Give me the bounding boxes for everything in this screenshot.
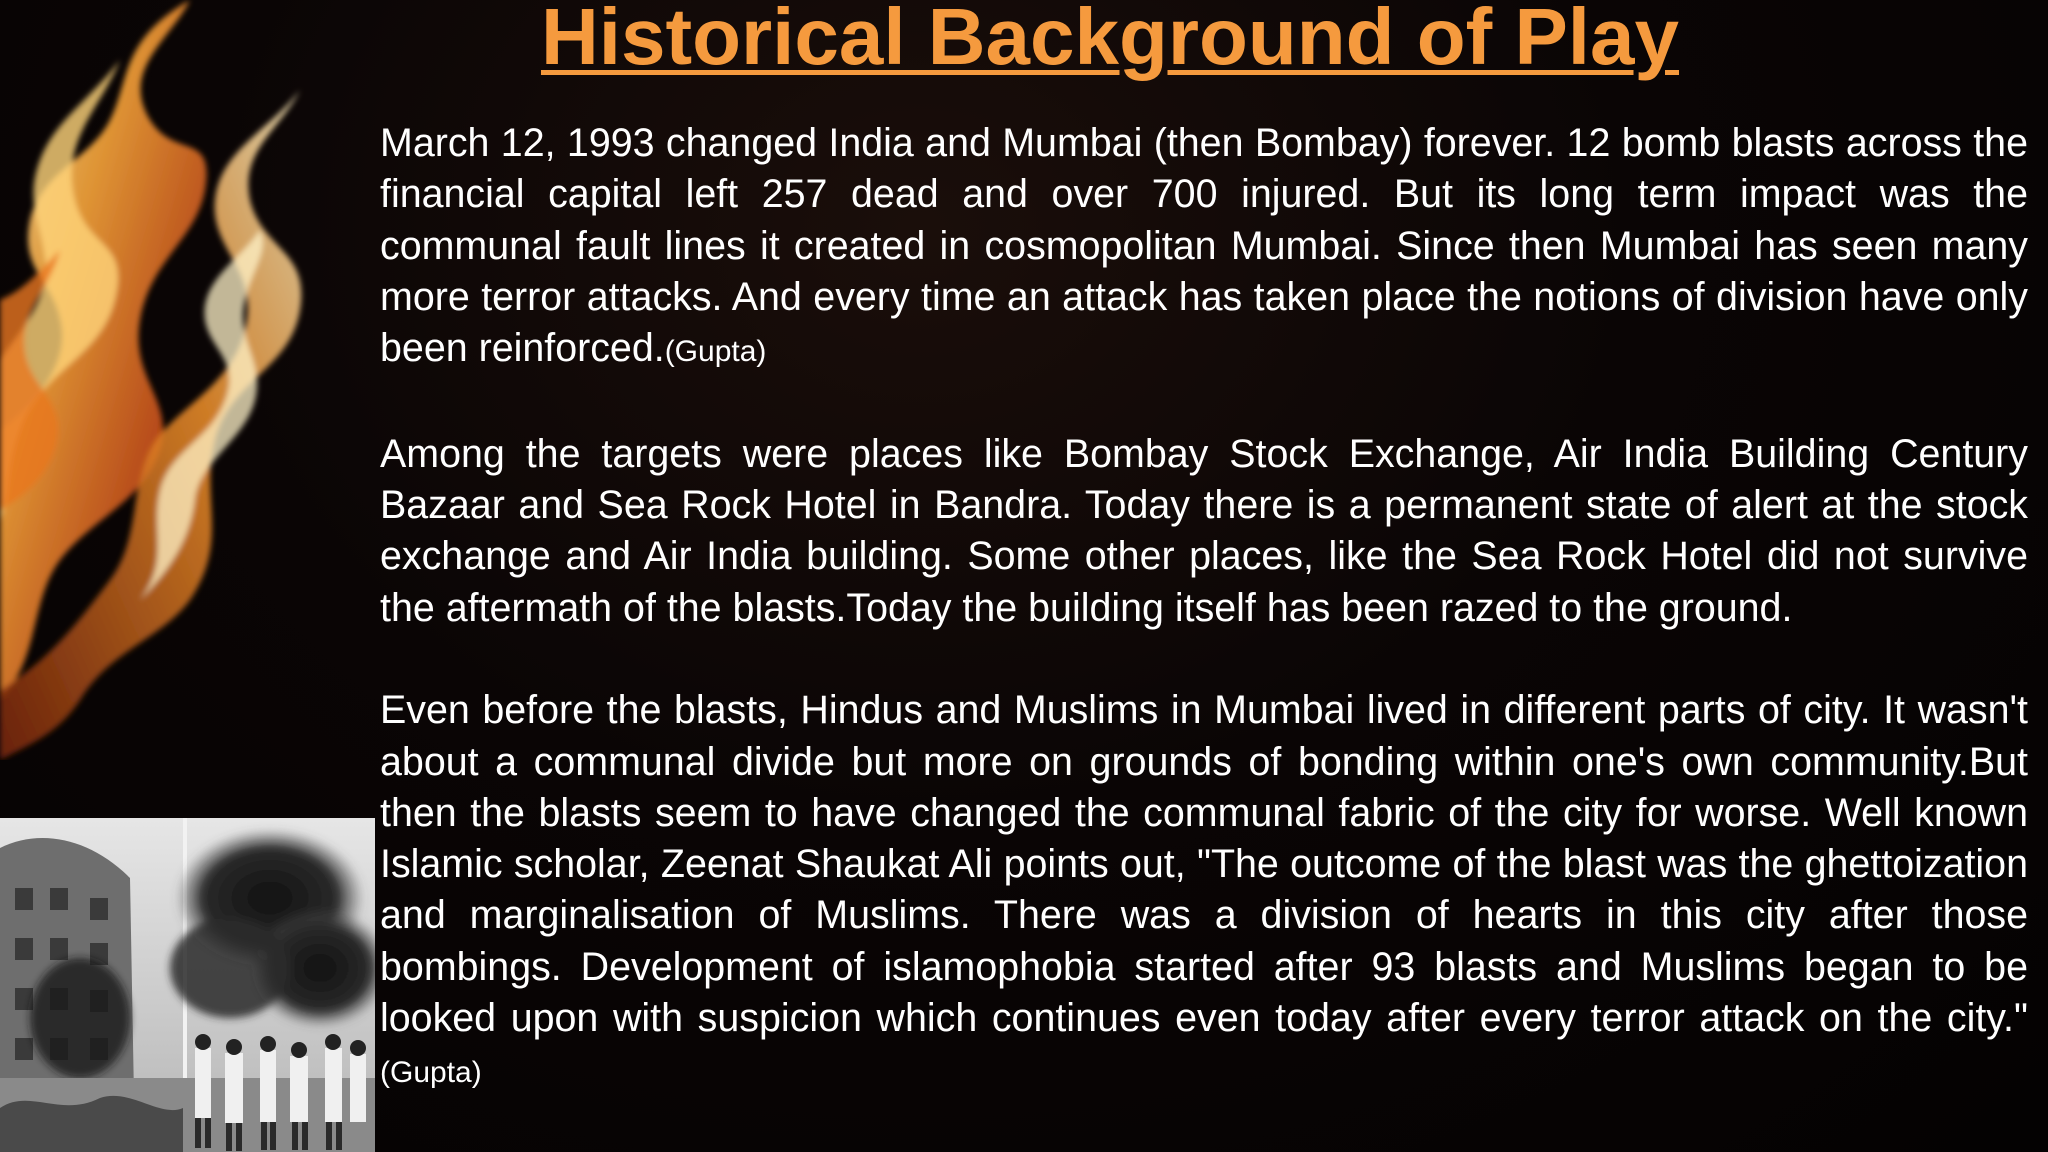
paragraph-3-text: Even before the blasts, Hindus and Muslims in Mumbai lived in different parts of city. It wasn't about a communal divide but more on grounds of bonding within one's own community.But then the blasts seem to have changed the communal fabric of the city for worse. Well known Islamic scholar, Zeenat Shaukat Ali points out, "The outcome of the blast was the ghettoization and marginalisation of Muslims. There was a division of hearts in this city after those bombings. Development of islamophobia started after 93 blasts and Muslims began to be looked upon with suspicion which continues even today after every terror attack on the city." bbox=[380, 688, 2028, 1041]
paragraph-3 bbox=[380, 685, 2028, 1098]
slide-body bbox=[380, 118, 2028, 1099]
paragraph-2 bbox=[380, 429, 2028, 634]
paragraph-3-citation: (Gupta) bbox=[380, 1056, 482, 1090]
bombing-aftermath-photo bbox=[0, 818, 375, 1152]
slide-title: Historical Background of Play bbox=[540, 0, 1680, 81]
fire-flames-image bbox=[0, 0, 380, 760]
paragraph-2-text: Among the targets were places like Bombay Stock Exchange, Air India Building Century Bazaar and Sea Rock Hotel in Bandra. Today there is a permanent state of alert at the stock exchange and Air India building. Some other places, like the Sea Rock Hotel did not survive the aftermath of the blasts.Today the building itself has been razed to the ground. bbox=[380, 431, 2028, 630]
paragraph-1-citation: (Gupta) bbox=[664, 335, 767, 369]
paragraph-1-text: March 12, 1993 changed India and Mumbai (then Bombay) forever. 12 bomb blasts across the financial capital left 257 dead and over 700 injured. But its long term impact was the communal fault lines it created in cosmopolitan Mumbai. Since then Mumbai has seen many more terror attacks. And every time an attack has taken place the notions of division have only been reinforced. bbox=[380, 121, 2028, 371]
paragraph-1 bbox=[380, 118, 2028, 377]
